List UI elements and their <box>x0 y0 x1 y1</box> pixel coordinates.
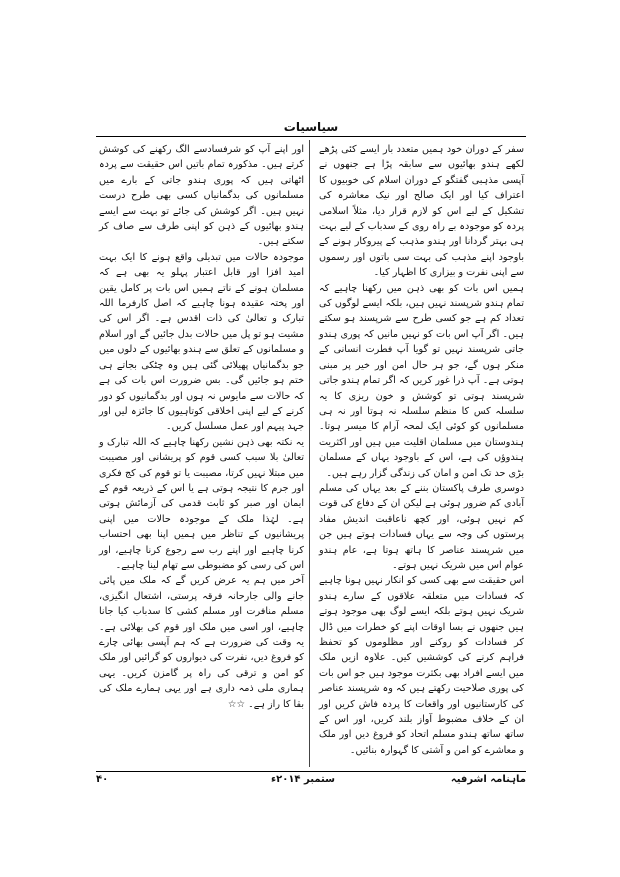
section-title: سیاسیات <box>283 120 339 134</box>
header-rule <box>96 136 526 137</box>
paragraph: موجودہ حالات میں تبدیلی واقع ہونے کا ایک بہت امید افزا اور قابل اعتبار پہلو یہ بھی ہے کہ مسلمان ہونے کے ناتے ہمیں اس بات پر کامل یقین اور پختہ عقیدہ ہونا چاہیے کہ اصل کارفرما اللہ تبارک و تعالیٰ کی ذات اقدس ہے۔ اگر اس کی مشیت ہو تو پل میں حالات بدل جائیں گے اور اسلام و مسلمانوں کے تعلق سے ہندو بھائیوں کے دلوں میں جو بدگمانیاں پھیلائی گئی ہیں وہ چٹکی بجاتے ہی ختم ہو جائیں گی۔ بس ضرورت اس بات کی ہے کہ حالات سے مایوس نہ ہوں اور بدگمانیوں کو دور کرنے کے لیے اپنی اخلاقی کوتاہیوں کا جائزہ لیں اور جہد پیہم اور عمل مسلسل کریں۔ <box>99 251 304 433</box>
left-column <box>99 142 304 712</box>
page-footer <box>96 774 526 790</box>
paragraph: ہمیں اس بات کو بھی ذہن میں رکھنا چاہیے کہ تمام ہندو شرپسند نہیں ہیں، بلکہ ایسے لوگوں کی تعداد کم ہے جو کسی طرح سے شرپسند ہو سکتے ہیں۔ اگر آپ اس بات کو نہیں مانیں کہ پوری ہندو جاتی شرپسند نہیں تو گویا آپ فطرت انسانی کے منکر ہوں گے، جو ہر حال امن اور خیر پر مبنی ہوتی ہے۔ آپ ذرا غور کریں کہ اگر تمام ہندو جاتی شرپسند ہوتی تو کوشش و خون ریزی کا یہ سلسلہ کس کا منظم سلسلہ نہ ہوتا اور نہ ہی مسلمانوں کو کوئی ایک لمحہ آرام کا میسر ہوتا۔ ہندوستان میں مسلمان اقلیت میں ہیں اور اکثریت ہندوؤں کی ہے، اس کے باوجود یہاں کے مسلمان بڑی حد تک امن و امان کی زندگی گزار رہے ہیں۔ <box>319 282 524 479</box>
right-column <box>319 142 524 758</box>
issue-date: ستمبر ۲۰۱۴ء <box>271 774 335 785</box>
paragraph: دوسری طرف پاکستان بننے کے بعد یہاں کی مسلم آبادی کم ضرور ہوئی ہے لیکن ان کے دفاع کی قوت کم نہیں ہوئی، اور کچھ ناعاقبت اندیش مفاد پرستوں کی وجہ سے یہاں فسادات ہوتے ہیں جن میں شرپسند عناصر کا ہاتھ ہوتا ہے، عام ہندو عوام اس میں شریک نہیں ہوتے۔ <box>319 482 524 571</box>
paragraph: اس حقیقت سے بھی کسی کو انکار نہیں ہونا چاہیے کہ فسادات میں متعلقہ علاقوں کے سارے ہندو شریک نہیں ہوتے بلکہ ایسے لوگ بھی موجود ہوتے ہیں جنھوں نے بسا اوقات اپنے کو خطرات میں ڈال کر فسادات کو روکنے اور مظلوموں کو تحفظ فراہم کرنے کی کوششیں کیں۔ علاوہ ازیں ملک میں ایسے افراد بھی بکثرت موجود ہیں جو اس بات کی پوری صلاحیت رکھتے ہیں کہ وہ شرپسند عناصر کی کارستانیوں اور واقعات کا پردہ فاش کریں اور ان کے خلاف مضبوط آواز بلند کریں، اور اس کے ساتھ ساتھ ہندو مسلم اتحاد کو فروغ دیں اور ملک و معاشرے کو امن و آشتی کا گہوارہ بنائیں۔ <box>318 575 524 756</box>
column-divider <box>309 140 310 767</box>
page-number: ۴۰ <box>96 774 109 785</box>
paragraph: آخر میں ہم یہ عرض کریں گے کہ ملک میں پائی جانے والی جارحانہ فرقہ پرستی، اشتعال انگیزی، مسلم منافرت اور مسلم کشی کا سدباب کیا جانا چاہیے، اور اسی میں ملک اور قوم کی بھلائی ہے۔ یہ وقت کی ضرورت ہے کہ ہم آپسی بھائی چارے کو فروغ دیں، نفرت کی دیواروں کو گرائیں اور ملک کو امن و ترقی کی راہ پر گامزن کریں۔ یہی ہماری ملی ذمہ داری ہے اور یہی ہمارے ملک کی بقا کا راز ہے۔ ☆☆ <box>99 575 304 710</box>
paragraph: اور اپنے آپ کو شرفسادسے الگ رکھنے کی کوشش کرتے ہیں۔ مذکورہ تمام باتیں اس حقیقت سے پردہ اٹھاتی ہیں کہ پوری ہندو جاتی کے بارے میں مسلمانوں کی بدگمانیاں کسی بھی طرح درست نہیں ہیں۔ اگر کوشش کی جائے تو بہت سے ایسے ہندو بھائیوں کے ذہن کو اپنی طرف سے صاف کر سکتے ہیں۔ <box>99 144 304 248</box>
magazine-name: ماہنامہ اشرفیہ <box>450 774 526 785</box>
paragraph: یہ نکتہ بھی ذہن نشین رکھنا چاہیے کہ اللہ تبارک و تعالیٰ بلا سبب کسی قوم کو پریشانی اور مصیبت میں مبتلا نہیں کرتا، مصیبت یا تو قوم کی کج فکری اور جرم کا نتیجہ ہوتی ہے یا اس کے ذریعہ قوم کے ایمان اور صبر کو ثابت قدمی کی آزمائش ہوتی ہے۔ لہٰذا ملک کے موجودہ حالات میں اپنی پریشانیوں کے تناظر میں ہمیں اپنا بھی احتساب کرنا چاہیے اور اپنے رب سے رجوع کرنا چاہیے، اور اس کی رسی کو مضبوطی سے تھام لینا چاہیے۔ <box>99 436 304 571</box>
paragraph: سفر کے دوران خود ہمیں متعدد بار ایسے کئی پڑھے لکھے ہندو بھائیوں سے سابقہ پڑا ہے جنھوں نے آپسی مذہبی گفتگو کے دوران اسلام کی خوبیوں کا اعتراف کیا اور ایک صالح اور نیک معاشرہ کی تشکیل کے لیے اس کو لازم قرار دیا، مثلاً اسلامی پردہ کو موجودہ بے راہ روی کے سدباب کے لیے بہت ہی بہتر گردانا اور ہندو مذہب کے پیروکار ہونے کے باوجود اپنے مذہب کی بہت سی باتوں اور رسموں سے اپنی نفرت و بیزاری کا اظہار کیا۔ <box>319 144 524 279</box>
footer-rule <box>96 771 526 772</box>
